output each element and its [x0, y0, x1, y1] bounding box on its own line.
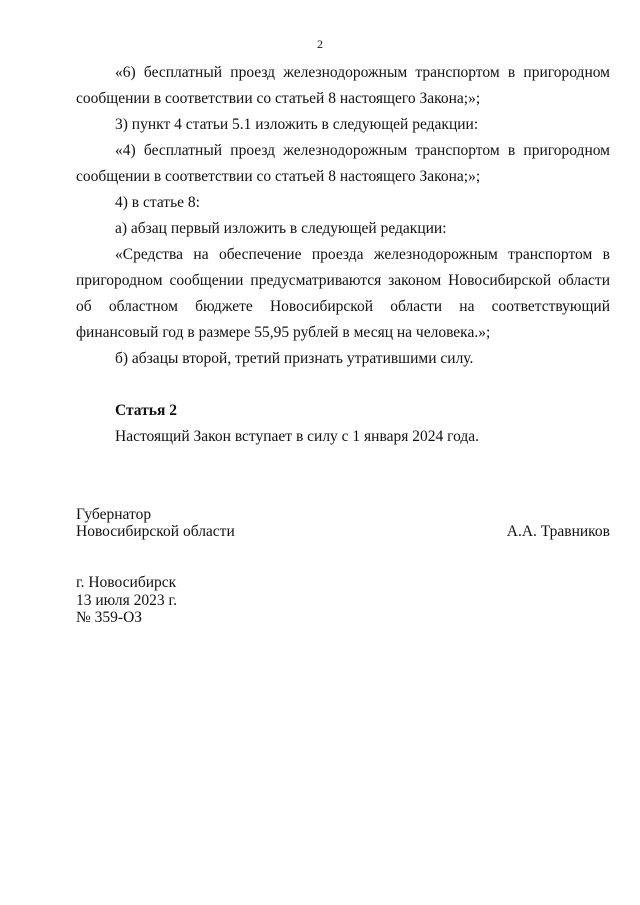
paragraph-subpoint-b: б) абзацы второй, третий признать утратившими силу. — [115, 350, 474, 367]
place-city: г. Новосибирск — [76, 574, 177, 591]
paragraph-item-4: «4) бесплатный проезд железнодорожным транспортом в пригородном сообщении в соответствии со статьей 8 настоящего Закона;»; — [76, 142, 610, 185]
paragraph-subpoint-a: а) абзац первый изложить в следующей редакции: — [115, 220, 447, 237]
signature-block — [76, 506, 610, 540]
paragraph-point-3: 3) пункт 4 статьи 5.1 изложить в следующей редакции: — [115, 116, 479, 133]
signatory-title-line-1: Губернатор — [76, 506, 152, 523]
signatory-title — [76, 506, 235, 540]
paragraph-item-6: «6) бесплатный проезд железнодорожным транспортом в пригородном сообщении в соответствии со статьей 8 настоящего Закона;»; — [76, 64, 610, 107]
paragraph-funding-text: «Средства на обеспечение проезда железнодорожным транспортом в пригородном сообщении предусматриваются законом Новосибирской области об областном бюджете Новосибирской области на соответствующий финансовый год в размере 55,95 рублей в месяц на человека.»; — [76, 246, 610, 341]
article-2-text: Настоящий Закон вступает в силу с 1 января 2024 года. — [115, 428, 480, 445]
paragraph-point-4: 4) в статье 8: — [115, 194, 200, 211]
document-body — [76, 60, 610, 450]
place-date-number-block — [76, 574, 376, 627]
law-number: № 359-ОЗ — [76, 609, 143, 626]
article-2-heading: Статья 2 — [115, 402, 177, 419]
signatory-title-line-2: Новосибирской области — [76, 523, 235, 540]
page-number: 2 — [317, 37, 323, 51]
signatory-name: А.А. Травников — [506, 523, 610, 540]
law-date: 13 июля 2023 г. — [76, 591, 177, 609]
